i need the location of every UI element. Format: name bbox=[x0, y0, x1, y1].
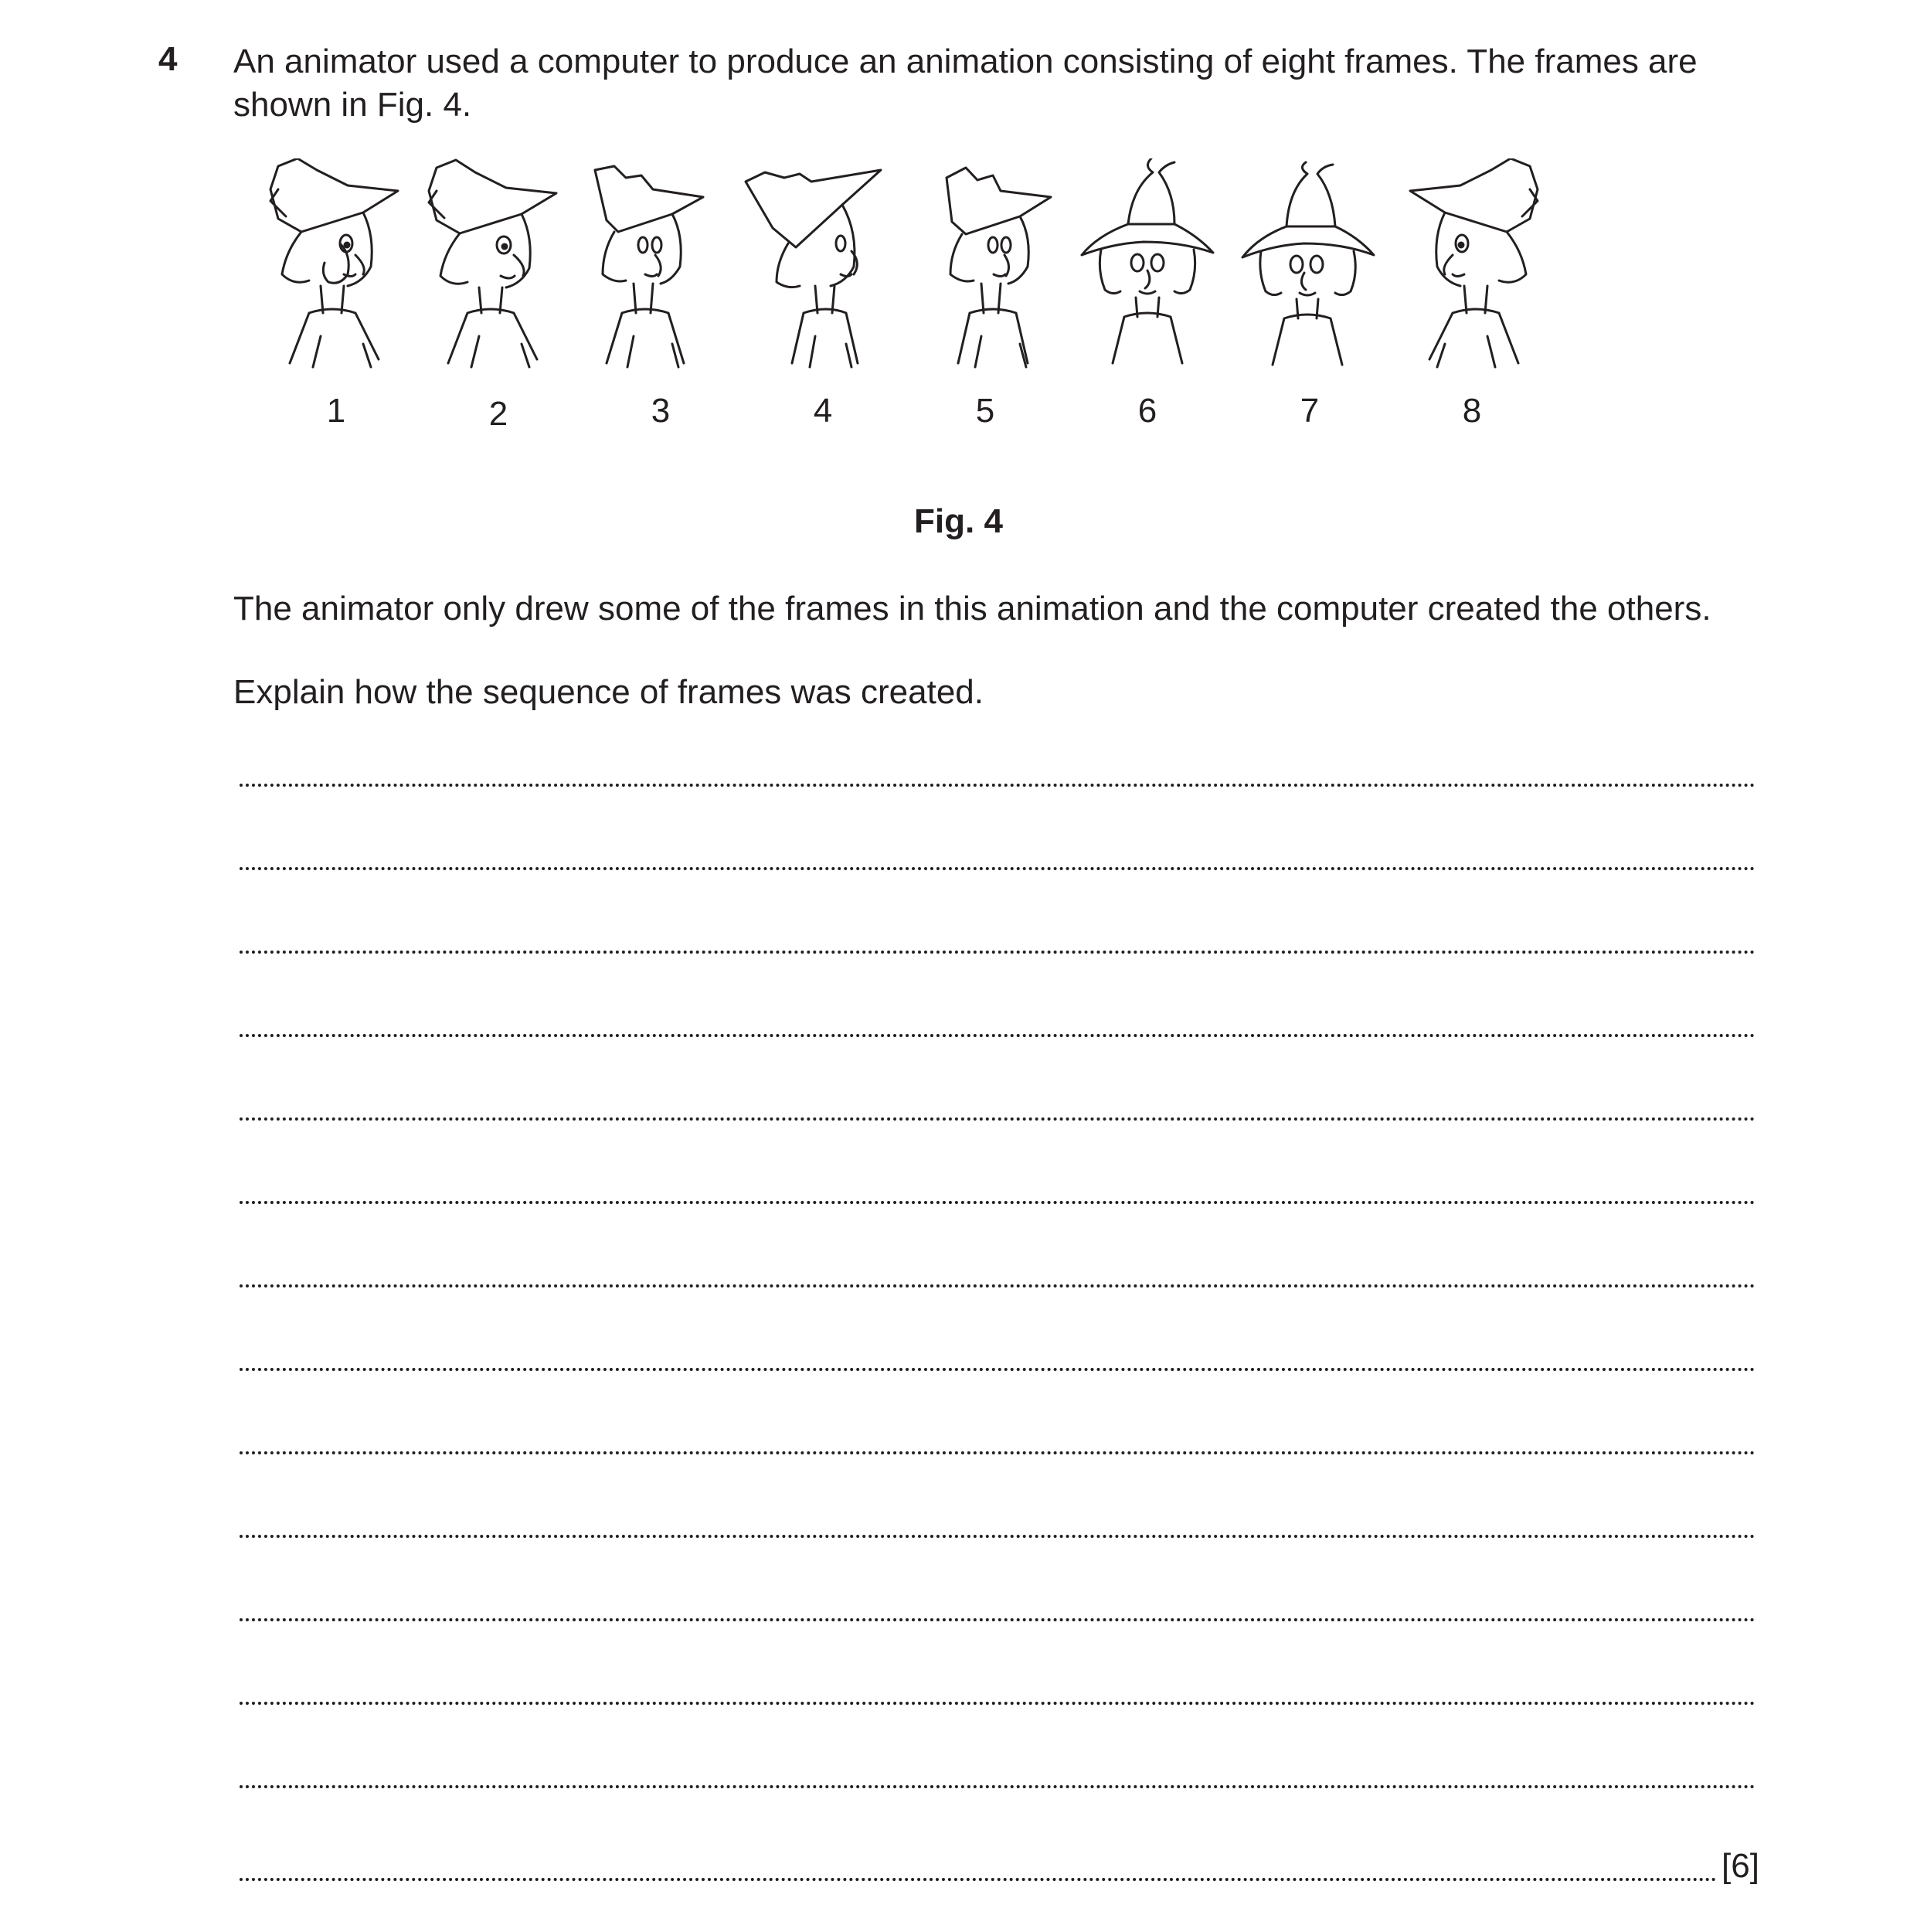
witch-three-quarter-icon bbox=[580, 158, 742, 375]
frame-label-7: 7 bbox=[1300, 392, 1320, 430]
frame-2-illustration bbox=[417, 158, 580, 375]
answer-line[interactable] bbox=[240, 951, 1756, 954]
marks-label: [6] bbox=[1722, 1847, 1759, 1885]
witch-facing-left-icon bbox=[1391, 158, 1553, 375]
answer-line[interactable] bbox=[240, 1284, 1756, 1287]
witch-side-icon bbox=[742, 158, 904, 375]
frame-4-illustration bbox=[742, 158, 904, 375]
frame-5-illustration bbox=[904, 158, 1066, 375]
witch-facing-right-icon bbox=[255, 158, 417, 375]
frame-label-2: 2 bbox=[488, 395, 508, 433]
witch-front-icon bbox=[1066, 158, 1229, 375]
frame-8-illustration bbox=[1391, 158, 1553, 375]
witch-three-quarter-icon bbox=[904, 158, 1066, 375]
witch-facing-right-icon bbox=[417, 158, 580, 375]
statement-text: The animator only drew some of the frames in this animation and the computer created the others. bbox=[233, 590, 1711, 628]
frame-label-1: 1 bbox=[326, 392, 346, 430]
frame-label-3: 3 bbox=[651, 392, 671, 430]
answer-line[interactable] bbox=[240, 1702, 1756, 1705]
answer-line[interactable] bbox=[240, 1368, 1756, 1371]
figure-caption: Fig. 4 bbox=[914, 502, 1003, 540]
answer-line[interactable] bbox=[240, 1878, 1717, 1881]
answer-line[interactable] bbox=[240, 867, 1756, 870]
answer-line[interactable] bbox=[240, 1785, 1756, 1788]
frame-6-illustration bbox=[1066, 158, 1229, 375]
witch-front-icon bbox=[1229, 158, 1391, 375]
answer-line[interactable] bbox=[240, 1535, 1756, 1538]
frame-label-6: 6 bbox=[1137, 392, 1157, 430]
instruction-text: Explain how the sequence of frames was created. bbox=[233, 673, 984, 711]
frame-label-5: 5 bbox=[975, 392, 995, 430]
frame-3-illustration bbox=[580, 158, 742, 375]
answer-line[interactable] bbox=[240, 1451, 1756, 1454]
answer-line[interactable] bbox=[240, 784, 1756, 787]
answer-line[interactable] bbox=[240, 1117, 1756, 1121]
frame-1-illustration bbox=[255, 158, 417, 375]
answer-line[interactable] bbox=[240, 1201, 1756, 1204]
question-number: 4 bbox=[158, 40, 178, 78]
question-text: An animator used a computer to produce an animation consisting of eight frames. The frames are shown in Fig. 4. bbox=[233, 43, 1698, 124]
frame-label-4: 4 bbox=[813, 392, 833, 430]
frame-7-illustration bbox=[1229, 158, 1391, 375]
answer-line[interactable] bbox=[240, 1618, 1756, 1621]
animation-figure bbox=[255, 158, 1692, 433]
frame-label-8: 8 bbox=[1462, 392, 1482, 430]
answer-line[interactable] bbox=[240, 1034, 1756, 1037]
